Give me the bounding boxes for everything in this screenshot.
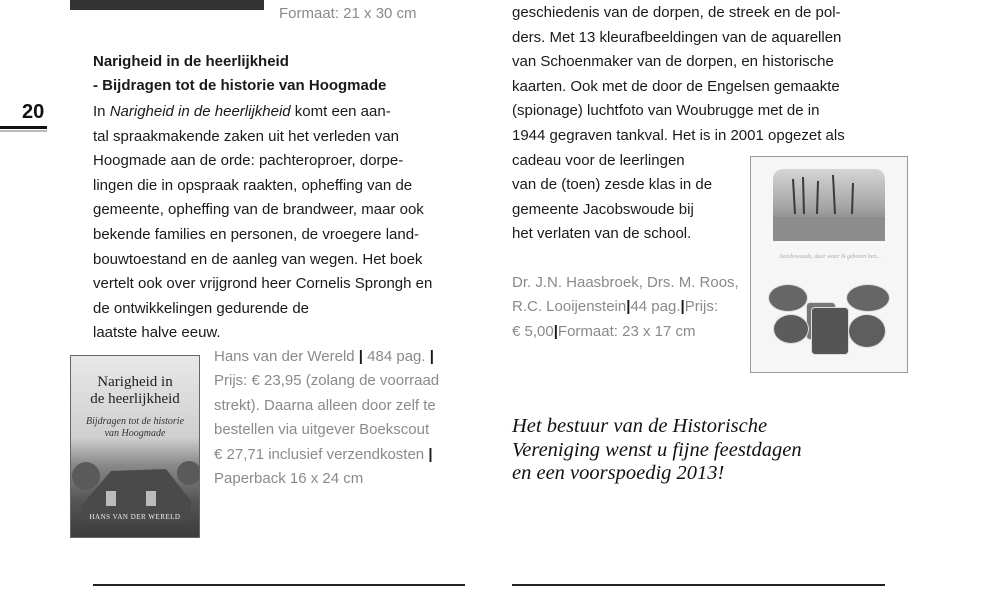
price: € 5,00 bbox=[512, 322, 554, 340]
body-line: van de (toen) zesde klas in de bbox=[512, 176, 713, 194]
cover-thumbnail bbox=[773, 314, 809, 344]
price-label: Prijs: bbox=[684, 298, 719, 316]
cover-thumbnail bbox=[811, 307, 849, 355]
price-line: bestellen via uitgever Boekscout bbox=[214, 421, 430, 439]
book-cover-jacobswoude bbox=[750, 156, 908, 373]
page-number-rule-shadow bbox=[0, 130, 47, 132]
body-line: het verlaten van de school. bbox=[512, 225, 692, 243]
cover-caption: Jacobswoude, daar waar ik geboren ben... bbox=[779, 254, 881, 260]
body-line: bekende families en personen, de vroegere land- bbox=[93, 225, 420, 243]
top-book-image bbox=[70, 0, 264, 10]
holiday-greeting bbox=[512, 415, 872, 486]
cover-author: HANS VAN DER WERELD bbox=[89, 513, 181, 521]
price-line: € 27,71 inclusief verzendkosten bbox=[214, 445, 425, 463]
book-title-italic: Narigheid in de heerlijkheid bbox=[109, 103, 291, 120]
left-book-meta: Hans van der Wereld | 484 pag. | Prijs: € 23,95 (zolang de voorraad strekt). Daarna alleen door zelf te bestellen via uitgever Boekscout € 27,71 inclusief verzendkosten | Paperback 16 x 24 cm bbox=[214, 345, 464, 491]
author: R.C. Looijenstein bbox=[512, 298, 627, 316]
intro-line: In Narigheid in de heerlijkheid komt een aan- bbox=[93, 103, 391, 120]
authors: Dr. J.N. Haasbroek, Drs. M. Roos, bbox=[512, 274, 739, 291]
body-line: bouwtoestand en de aanleg van wegen. Het boek bbox=[93, 250, 423, 268]
cover-subtitle-line: van Hoogmade bbox=[104, 428, 166, 439]
left-article-title bbox=[93, 50, 386, 98]
price-line: strekt). Daarna alleen door zelf te bbox=[214, 396, 436, 414]
subtitle-line: - Bijdragen tot de historie van Hoogmade bbox=[93, 77, 387, 94]
tree-silhouette bbox=[773, 169, 885, 241]
book-cover-narigheid bbox=[70, 355, 200, 538]
body-line: cadeau voor de leerlingen bbox=[512, 151, 685, 169]
top-format-label: Formaat: 21 x 30 cm bbox=[279, 5, 417, 22]
body-line: vertelt ook over vrijgrond heer Cornelis Sprongh en bbox=[93, 275, 433, 293]
body-line: Hoogmade aan de orde: pachteroproer, dorpe- bbox=[93, 152, 404, 170]
body-line: gemeente, opheffing van de brandweer, maar ook bbox=[93, 201, 424, 219]
body-line: de ontwikkelingen gedurende de bbox=[93, 299, 309, 317]
format: Formaat: 23 x 17 cm bbox=[557, 322, 696, 340]
format: Paperback 16 x 24 cm bbox=[214, 470, 364, 488]
cover-thumbnail bbox=[846, 284, 890, 312]
cover-subtitle-line: Bijdragen tot de historie bbox=[85, 416, 185, 427]
body-line: tal spraakmakende zaken uit het verleden van bbox=[93, 127, 400, 145]
page-count: 484 pag. bbox=[367, 348, 426, 365]
body-line: laatste halve eeuw. bbox=[93, 324, 221, 342]
body-line: gemeente Jacobswoude bij bbox=[512, 200, 694, 218]
left-article-body bbox=[93, 100, 473, 346]
page-number-rule bbox=[0, 126, 47, 129]
body-line: geschiedenis van de dorpen, de streek en de pol- bbox=[512, 4, 841, 21]
bottom-rule-left bbox=[93, 584, 465, 586]
greeting-line: en een voorspoedig 2013! bbox=[512, 462, 725, 484]
bottom-rule-right bbox=[512, 584, 885, 586]
cover-title-line: Narigheid in bbox=[97, 374, 173, 390]
greeting-line: Vereniging wenst u fijne feestdagen bbox=[512, 438, 802, 461]
body-line: van Schoenmaker van de dorpen, en historische bbox=[512, 53, 834, 71]
greeting-line: Het bestuur van de Historische bbox=[512, 415, 768, 437]
right-book-meta: Dr. J.N. Haasbroek, Drs. M. Roos, R.C. Looijenstein|44 pag.|Prijs: € 5,00|Formaat: 23 x 17 cm bbox=[512, 271, 752, 344]
price-line: Prijs: € 23,95 (zolang de voorraad bbox=[214, 372, 440, 390]
cover-thumbnail bbox=[768, 284, 808, 312]
cover-landscape-photo bbox=[773, 169, 885, 241]
page-number: 20 bbox=[22, 101, 45, 123]
body-line: ders. Met 13 kleurafbeeldingen van de aquarellen bbox=[512, 28, 842, 46]
cover-house-illustration bbox=[71, 451, 200, 521]
cover-title-line: de heerlijkheid bbox=[90, 391, 180, 407]
body-line: kaarten. Ook met de door de Engelsen gemaakte bbox=[512, 77, 840, 95]
body-line: 1944 gegraven tankval. Het is in 2001 opgezet als bbox=[512, 126, 845, 144]
body-line: lingen die in opspraak raakten, opheffing van de bbox=[93, 176, 413, 194]
body-line: (spionage) luchtfoto van Woubrugge met de in bbox=[512, 102, 820, 120]
cover-thumbnail bbox=[848, 314, 886, 348]
author: Hans van der Wereld bbox=[214, 348, 355, 365]
page-count: 44 pag. bbox=[630, 298, 681, 316]
title-line: Narigheid in de heerlijkheid bbox=[93, 53, 289, 70]
